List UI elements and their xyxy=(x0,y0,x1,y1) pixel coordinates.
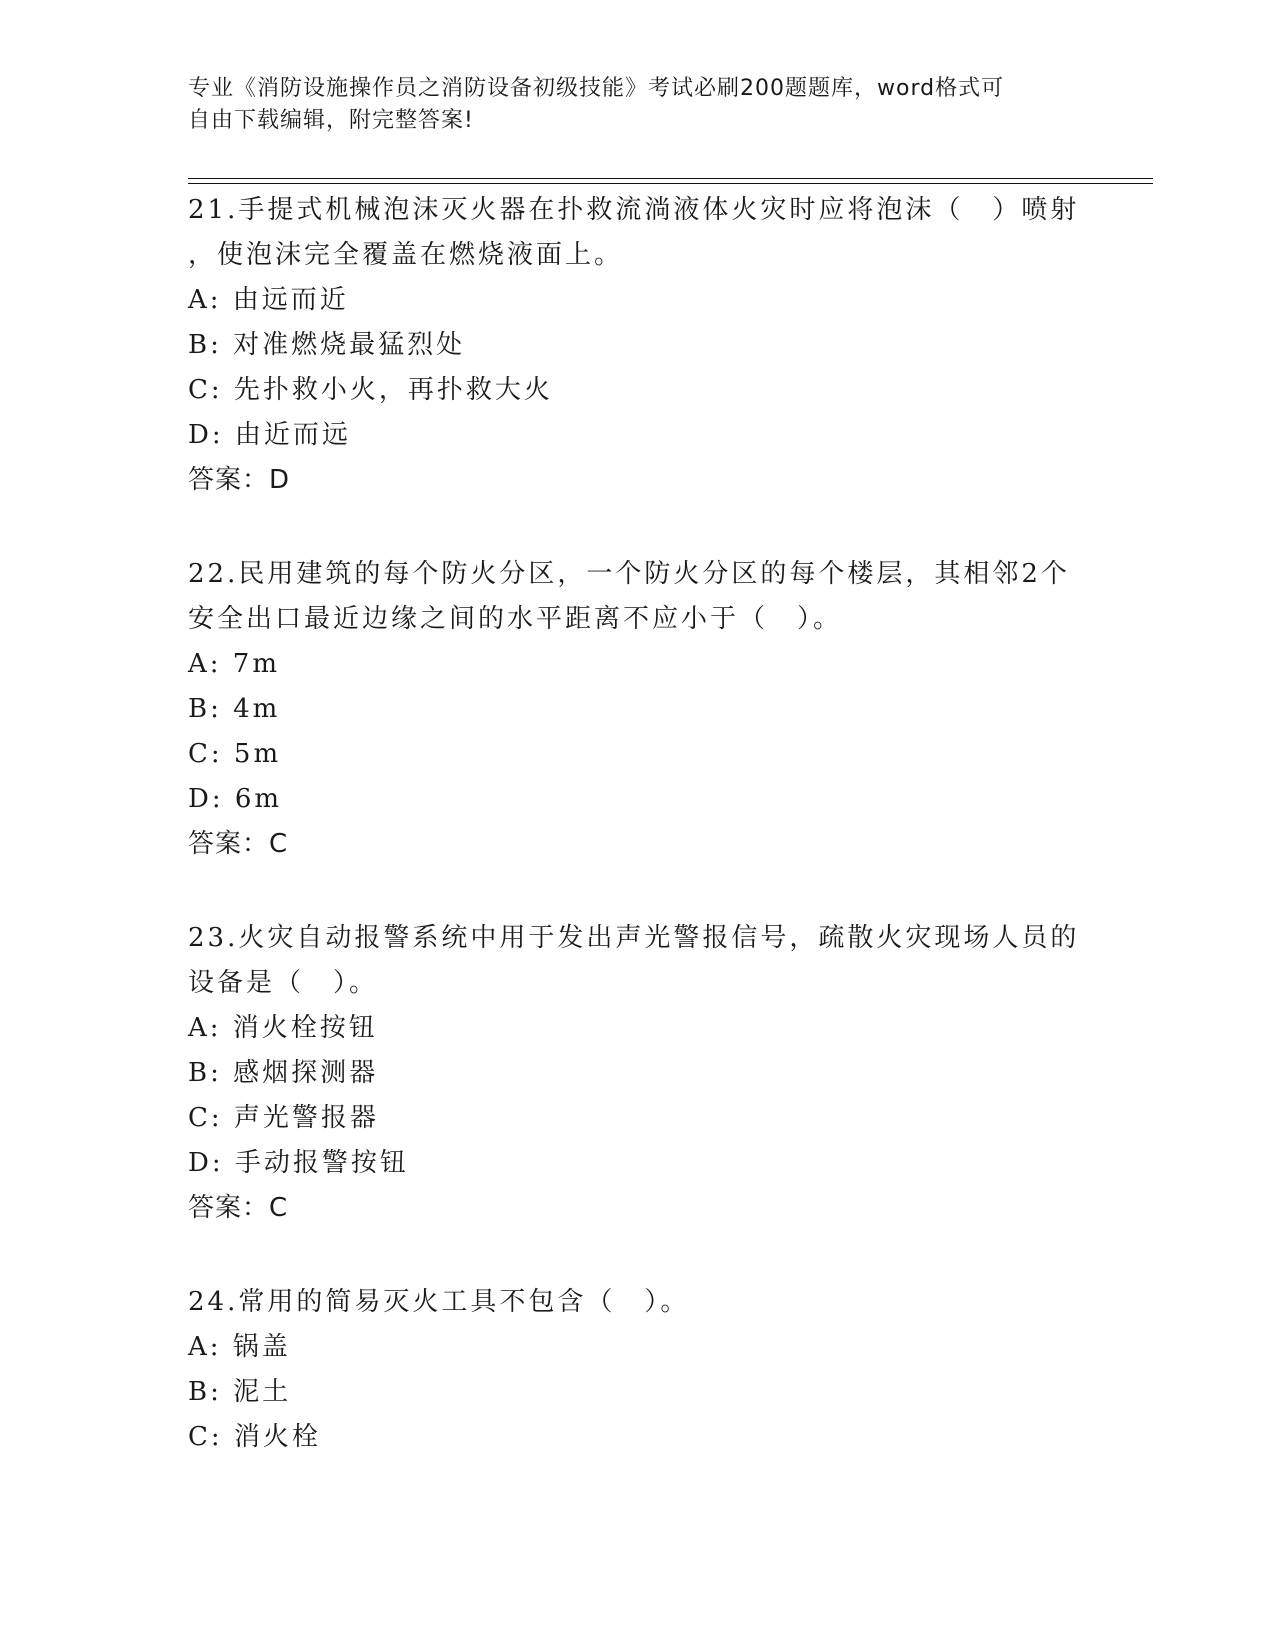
option-d: D: 手动报警按钮 xyxy=(188,1148,409,1178)
question-stem-line: 安全出口最近边缘之间的水平距离不应小于（ ）。 xyxy=(188,604,843,634)
question-stem-line: ，使泡沫完全覆盖在燃烧液面上。 xyxy=(188,240,624,270)
question-21 xyxy=(188,188,1080,503)
option-b: B: 4m xyxy=(188,694,281,724)
option-a: A: 锅盖 xyxy=(188,1332,291,1362)
question-stem xyxy=(188,552,1068,642)
option-c: C: 5m xyxy=(188,739,282,769)
option-a: A: 7m xyxy=(188,649,280,679)
question-22 xyxy=(188,552,1068,867)
option-a: A: 由远而近 xyxy=(188,285,349,315)
option-a: A: 消火栓按钮 xyxy=(188,1013,378,1043)
option-c: C: 声光警报器 xyxy=(188,1103,379,1133)
question-stem-line: 23.火灾自动报警系统中用于发出声光警报信号，疏散火灾现场人员的 xyxy=(188,923,1080,953)
question-24 xyxy=(188,1280,1068,1460)
question-stem-line: 22.民用建筑的每个防火分区，一个防火分区的每个楼层，其相邻2个 xyxy=(188,559,1070,589)
option-b: B: 对准燃烧最猛烈处 xyxy=(188,330,466,360)
option-b: B: 感烟探测器 xyxy=(188,1058,379,1088)
header-title-line-1: 专业《消防设施操作员之消防设备初级技能》考试必刷200题题库，word格式可 xyxy=(188,76,1005,101)
answer: 答案：C xyxy=(188,1193,289,1223)
option-c: C: 消火栓 xyxy=(188,1422,321,1452)
question-stem-line: 设备是（ ）。 xyxy=(188,968,379,998)
document-header xyxy=(188,73,1068,137)
question-stem xyxy=(188,188,1080,278)
option-d: D: 6m xyxy=(188,784,283,814)
question-stem-line: 21.手提式机械泡沫灭火器在扑救流淌液体火灾时应将泡沫（ ）喷射 xyxy=(188,195,1080,225)
option-d: D: 由近而远 xyxy=(188,420,351,450)
header-title-line-2: 自由下载编辑，附完整答案! xyxy=(188,108,474,133)
question-stem-line: 24.常用的简易灭火工具不包含（ ）。 xyxy=(188,1287,690,1317)
question-23 xyxy=(188,916,1080,1231)
question-stem xyxy=(188,1280,1068,1325)
option-c: C: 先扑救小火，再扑救大火 xyxy=(188,375,553,405)
answer: 答案：C xyxy=(188,829,289,859)
answer: 答案：D xyxy=(188,465,291,495)
question-stem xyxy=(188,916,1080,1006)
header-divider-top xyxy=(188,178,1153,179)
option-b: B: 泥土 xyxy=(188,1377,292,1407)
header-divider-bottom xyxy=(188,183,1153,184)
